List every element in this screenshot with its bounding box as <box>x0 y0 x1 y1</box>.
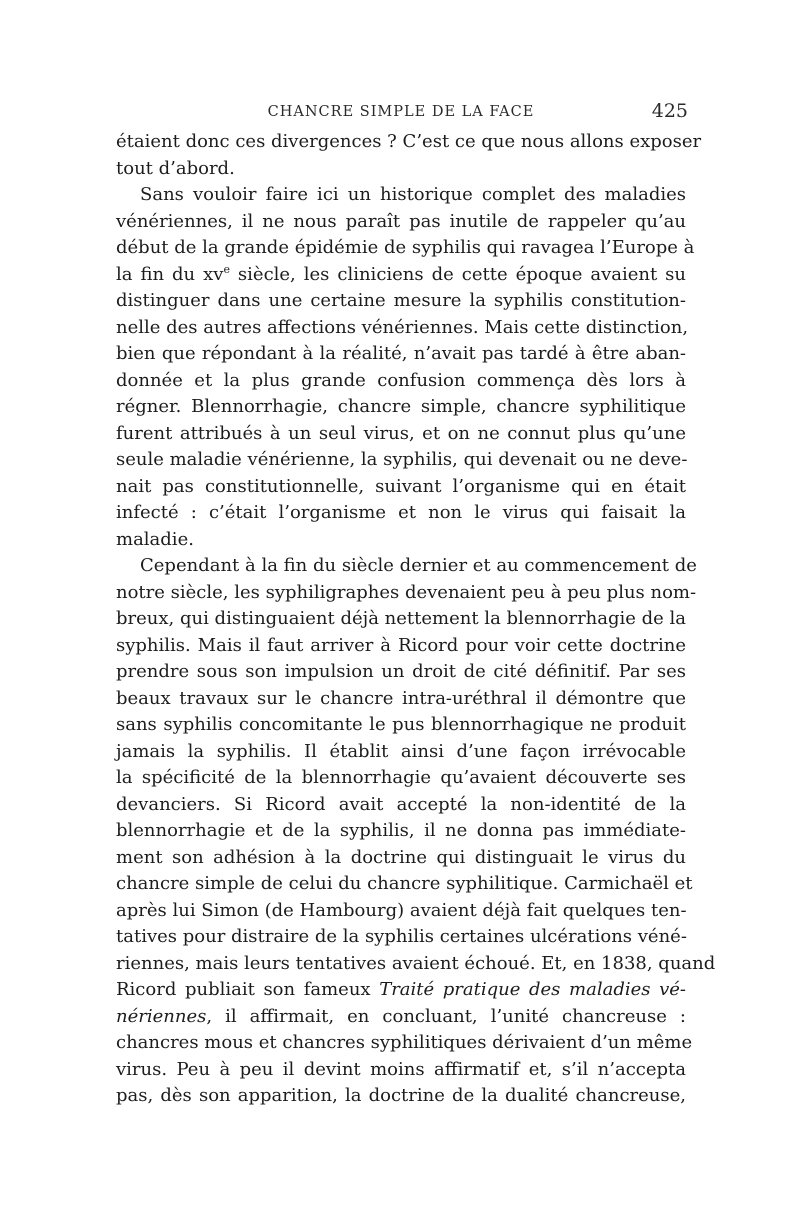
text-line: régner. Blennorrhagie, chancre simple, chancre syphilitique <box>116 396 686 417</box>
book-title-italic: Traité pratique des maladies vé- <box>379 979 686 1000</box>
text-line: Sans vouloir faire ici un historique complet des maladies <box>140 184 686 205</box>
text-fragment: siècle, les cliniciens de cette époque avaient su <box>229 263 686 285</box>
text-line: distinguer dans une certaine mesure la syphilis constitution- <box>116 290 686 311</box>
text-line: virus. Peu à peu il devint moins affirmatif et, s’il n’accepta <box>116 1058 686 1080</box>
text-line: nait pas constitutionnelle, suivant l’organisme qui en était <box>116 475 686 497</box>
text-line: seule maladie vénérienne, la syphilis, qui devenait ou ne deve- <box>116 449 688 470</box>
text-line: chancre simple de celui du chancre syphilitique. Carmichaël et <box>116 873 693 894</box>
text-line: breux, qui distinguaient déjà nettement la blennorrhagie de la <box>116 608 687 629</box>
text-line: beaux travaux sur le chancre intra-uréthral il démontre que <box>116 687 686 709</box>
text-line: infecté : c’était l’organisme et non le virus qui faisait la <box>116 502 686 523</box>
text-fragment: Ricord publiait son fameux <box>116 979 380 1000</box>
text-line: bien que répondant à la réalité, n’avait pas tardé à être aban- <box>116 343 686 364</box>
book-title-italic: nériennes <box>116 1005 207 1027</box>
text-line: devanciers. Si Ricord avait accepté la non-identité de la <box>116 793 686 815</box>
text-line <box>116 977 686 1004</box>
text-line: nelle des autres affections vénériennes. Mais cette distinction, <box>116 316 689 338</box>
text-line: sans syphilis concomitante le pus blennorrhagique ne produit <box>116 714 686 735</box>
text-fragment: , il affirmait, en concluant, l’unité chancreuse : <box>206 1005 686 1027</box>
text-line: Cependant à la fin du siècle dernier et au commencement de <box>140 555 697 576</box>
text-line: maladie. <box>116 528 194 550</box>
text-line: notre siècle, les syphiligraphes devenaient peu à peu plus nom- <box>116 581 697 603</box>
text-line: tout d’abord. <box>116 157 235 179</box>
body-text <box>116 129 716 1110</box>
text-line: vénériennes, il ne nous paraît pas inutile de rappeler qu’au <box>116 210 686 232</box>
text-line: ment son adhésion à la doctrine qui distinguait le virus du <box>116 846 686 868</box>
text-line: furent attribués à un seul virus, et on ne connut plus qu’une <box>116 422 686 444</box>
superscript: e <box>223 262 230 276</box>
text-line: étaient donc ces divergences ? C’est ce que nous allons exposer <box>116 131 702 152</box>
text-line: début de la grande épidémie de syphilis qui ravagea l’Europe à <box>116 237 695 258</box>
text-line: prendre sous son impulsion un droit de cité définitif. Par ses <box>116 661 686 682</box>
text-line: riennes, mais leurs tentatives avaient échoué. Et, en 1838, quand <box>116 952 716 974</box>
text-line: blennorrhagie et de la syphilis, il ne donna pas immédiate- <box>116 820 686 841</box>
text-line: tatives pour distraire de la syphilis certaines ulcérations véné- <box>116 926 687 947</box>
text-line: après lui Simon (de Hambourg) avaient déjà fait quelques ten- <box>116 899 687 921</box>
text-line: chancres mous et chancres syphilitiques dérivaient d’un même <box>116 1032 693 1053</box>
text-fragment: la fin du xv <box>116 263 224 285</box>
text-line: jamais la syphilis. Il établit ainsi d’une façon irrévocable <box>116 740 686 762</box>
text-line <box>116 262 686 289</box>
running-title: CHANCRE SIMPLE DE LA FACE <box>267 104 535 120</box>
page-number: 425 <box>651 100 688 122</box>
text-line <box>116 1004 686 1031</box>
running-header <box>116 100 686 126</box>
text-line: syphilis. Mais il faut arriver à Ricord pour voir cette doctrine <box>116 634 686 656</box>
text-line: la spécificité de la blennorrhagie qu’avaient découverte ses <box>116 767 686 788</box>
text-line: pas, dès son apparition, la doctrine de la dualité chancreuse, <box>116 1085 686 1106</box>
text-line: donnée et la plus grande confusion commença dès lors à <box>116 369 686 391</box>
